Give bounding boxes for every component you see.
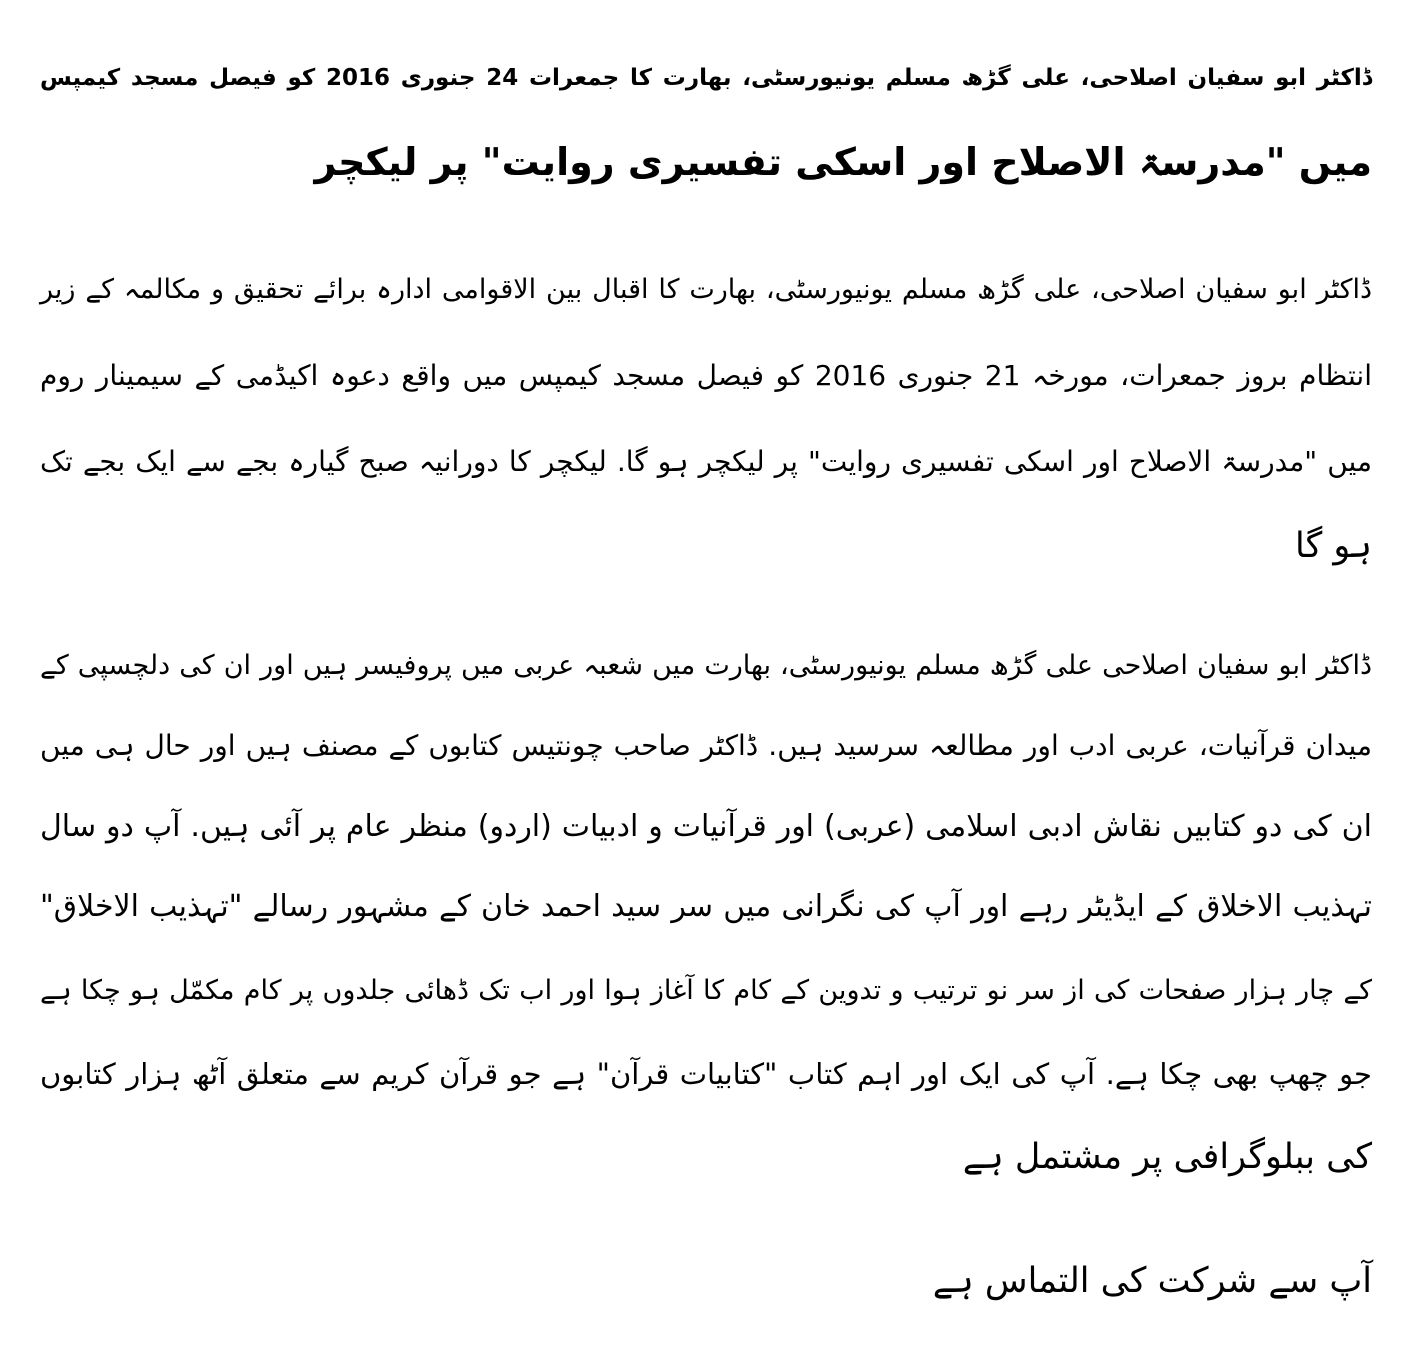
paragraph1-line-1: ڈاکٹر ابو سفیان اصلاحی، علی گڑھ مسلم یونیورسٹی، بھارت کا اقبال بین الاقوامی ادارہ برائے تحقیق و مکالمہ کے زیر: [40, 274, 1372, 305]
paragraph1-line-2: انتظام بروز جمعرات، مورخہ 21 جنوری 2016 کو فیصل مسجد کیمپس میں واقع دعوہ اکیڈمی کے سیمینار روم: [40, 359, 1372, 392]
paragraph2-line-7: کی ببلوگرافی پر مشتمل ہے: [962, 1137, 1372, 1177]
paragraph2-line-3: ان کی دو کتابیں نقاش ادبی اسلامی (عربی) اور قرآنیات و ادبیات (اردو) منظر عام پر آئی ہیں. آپ دو سال: [40, 809, 1372, 844]
paragraph2-line-5: کے چار ہزار صفحات کی از سر نو ترتیب و تدوین کے کام کا آغاز ہوا اور اب تک ڈھائی جلدوں پر کام مکمّل ہو چکا ہے: [40, 975, 1372, 1006]
paragraph2-line-1: ڈاکٹر ابو سفیان اصلاحی علی گڑھ مسلم یونیورسٹی، بھارت میں شعبہ عربی میں پروفیسر ہیں اور ان کی دلچسپی کے: [40, 650, 1372, 681]
title-line-2: میں "مدرسۃ الاصلاح اور اسکی تفسیری روایت" پر لیکچر: [314, 140, 1372, 184]
paragraph1-line-3: میں "مدرسۃ الاصلاح اور اسکی تفسیری روایت" پر لیکچر ہو گا. لیکچر کا دورانیہ صبح گیارہ بجے سے ایک بجے تک: [40, 445, 1372, 478]
paragraph1-line-4: ہو گا: [1294, 526, 1372, 566]
paragraph2-line-6: جو چھپ بھی چکا ہے. آپ کی ایک اور اہم کتاب "کتابیات قرآن" ہے جو قرآن کریم سے متعلق آٹھ ہزار کتابوں: [40, 1057, 1372, 1091]
paragraph2-line-2: میدان قرآنیات، عربی ادب اور مطالعہ سرسید ہیں. ڈاکٹر صاحب چونتیس کتابوں کے مصنف ہیں اور حال ہی میں: [40, 729, 1372, 762]
closing-line: آپ سے شرکت کی التماس ہے: [932, 1261, 1372, 1301]
paragraph2-line-4: تہذیب الاخلاق کے ایڈیٹر رہے اور آپ کی نگرانی میں سر سید احمد خان کے مشہور رسالے "تہذیب الاخلاق": [40, 889, 1372, 924]
title-line-1: ڈاکٹر ابو سفیان اصلاحی، علی گڑھ مسلم یونیورسٹی، بھارت کا جمعرات 24 جنوری 2016 کو فیصل مسجد کیمپس: [40, 65, 1372, 91]
